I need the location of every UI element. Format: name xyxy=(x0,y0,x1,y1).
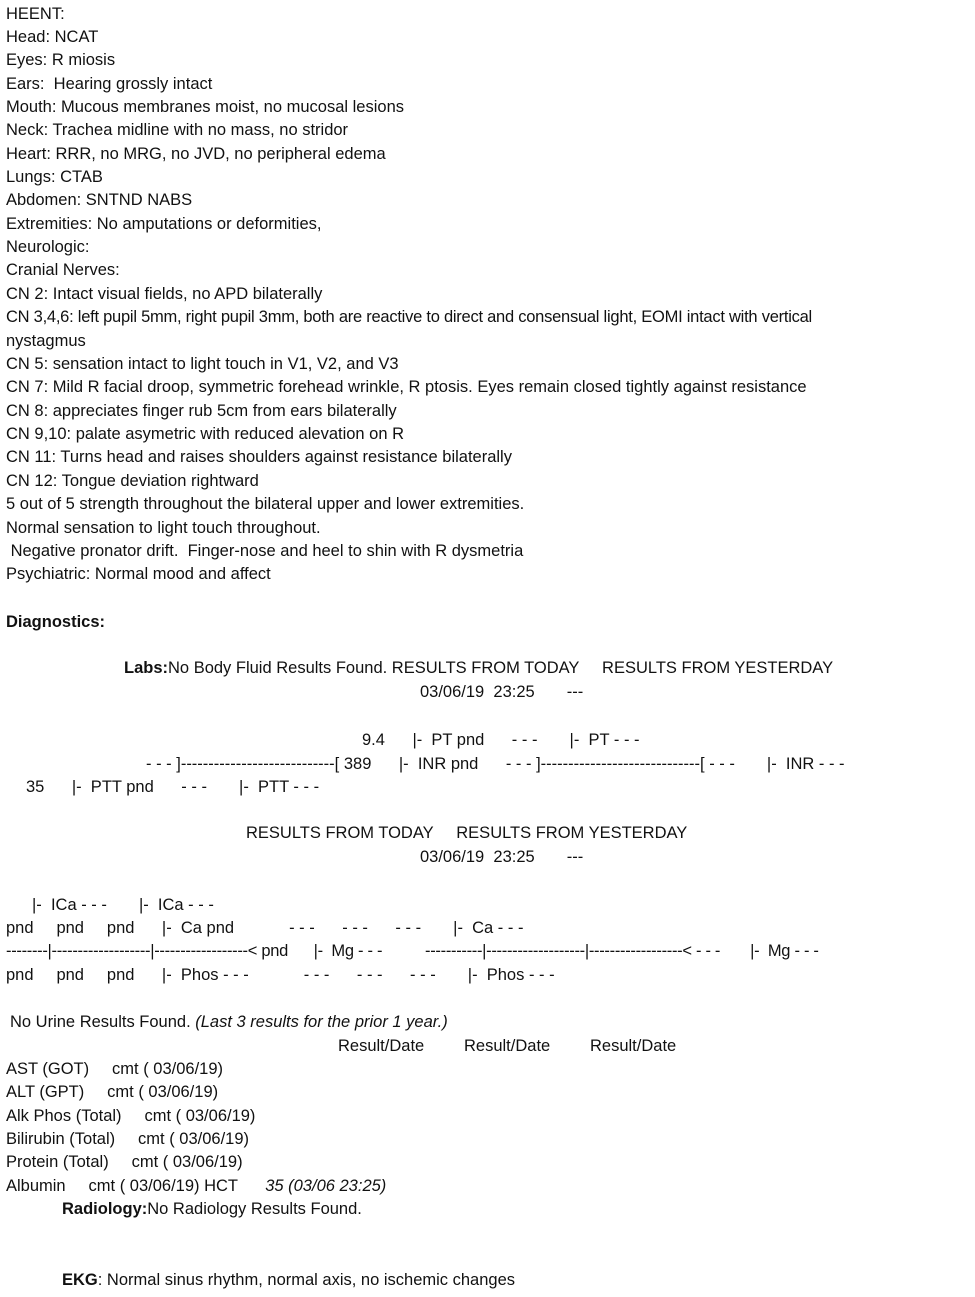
chem-line: |- ICa - - - |- ICa - - - xyxy=(32,896,214,914)
urine-note: (Last 3 results for the prior 1 year.) xyxy=(195,1013,448,1031)
exam-line: Neurologic: xyxy=(6,238,90,256)
radiology-line xyxy=(62,1199,362,1219)
lft-line: Bilirubin (Total) cmt ( 03/06/19) xyxy=(6,1130,250,1148)
exam-line: Ears: Hearing grossly intact xyxy=(6,75,213,93)
exam-line: Abdomen: SNTND NABS xyxy=(6,191,193,209)
exam-line: Extremities: No amputations or deformities, xyxy=(6,215,322,233)
albumin-text: Albumin cmt ( 03/06/19) HCT xyxy=(6,1177,266,1195)
labs-line xyxy=(124,658,833,678)
radiology-text: No Radiology Results Found. xyxy=(147,1200,362,1218)
radiology-label: Radiology: xyxy=(62,1200,148,1218)
exam-line: Psychiatric: Normal mood and affect xyxy=(6,565,271,583)
exam-line: Head: NCAT xyxy=(6,28,99,46)
chem-date: 03/06/19 23:25 --- xyxy=(420,848,584,866)
hct-value: 35 (03/06 23:25) xyxy=(265,1177,387,1195)
coag-line: 35 |- PTT pnd - - - |- PTT - - - xyxy=(26,778,320,796)
exam-line: Cranial Nerves: xyxy=(6,261,120,279)
exam-line: CN 7: Mild R facial droop, symmetric forehead wrinkle, R ptosis. Eyes remain closed tightly against resistance xyxy=(6,378,807,396)
exam-line: CN 2: Intact visual fields, no APD bilaterally xyxy=(6,285,323,303)
exam-line: CN 5: sensation intact to light touch in V1, V2, and V3 xyxy=(6,355,399,373)
exam-line: Mouth: Mucous membranes moist, no mucosal lesions xyxy=(6,98,404,116)
exam-line: CN 8: appreciates finger rub 5cm from ears bilaterally xyxy=(6,402,397,420)
exam-line: Negative pronator drift. Finger-nose and heel to shin with R dysmetria xyxy=(6,542,524,560)
lft-line: Alk Phos (Total) cmt ( 03/06/19) xyxy=(6,1107,256,1125)
exam-line: nystagmus xyxy=(6,332,86,350)
coag-line: - - - ]----------------------------[ 389 |- INR pnd - - - ]-----------------------------[ - - - |- INR - - - xyxy=(146,755,845,773)
exam-line: CN 12: Tongue deviation rightward xyxy=(6,472,259,490)
exam-line: HEENT: xyxy=(6,5,65,23)
chem-line: pnd pnd pnd |- Phos - - - - - - - - - - - - |- Phos - - - xyxy=(6,966,555,984)
result-header: Result/Date xyxy=(464,1037,551,1055)
ekg-text: : Normal sinus rhythm, normal axis, no ischemic changes xyxy=(97,1271,516,1289)
lft-line: Protein (Total) cmt ( 03/06/19) xyxy=(6,1153,243,1171)
chem-line: --------|-------------------|------------------< pnd |- Mg - - - -----------|-------------------|------------------< - - - |- Mg - - - xyxy=(6,942,819,960)
urine-text: No Urine Results Found. xyxy=(10,1013,196,1031)
exam-line: CN 11: Turns head and raises shoulders against resistance bilaterally xyxy=(6,448,512,466)
result-header: Result/Date xyxy=(338,1037,425,1055)
exam-line: Eyes: R miosis xyxy=(6,51,116,69)
labs-date: 03/06/19 23:25 --- xyxy=(420,683,584,701)
result-header: Result/Date xyxy=(590,1037,677,1055)
labs-label: Labs: xyxy=(124,659,169,677)
chem-line: pnd pnd pnd |- Ca pnd - - - - - - - - - |- Ca - - - xyxy=(6,919,524,937)
urine-line xyxy=(10,1012,448,1032)
diagnostics-heading: Diagnostics: xyxy=(6,613,106,631)
ekg-label: EKG xyxy=(62,1271,98,1289)
exam-line: Heart: RRR, no MRG, no JVD, no peripheral edema xyxy=(6,145,386,163)
exam-line: 5 out of 5 strength throughout the bilateral upper and lower extremities. xyxy=(6,495,525,513)
chem-header: RESULTS FROM TODAY RESULTS FROM YESTERDAY xyxy=(246,824,688,842)
exam-line: Normal sensation to light touch throughout. xyxy=(6,519,321,537)
exam-line: Neck: Trachea midline with no mass, no stridor xyxy=(6,121,349,139)
albumin-line xyxy=(6,1176,386,1196)
lft-line: AST (GOT) cmt ( 03/06/19) xyxy=(6,1060,223,1078)
exam-line: Lungs: CTAB xyxy=(6,168,103,186)
coag-line: 9.4 |- PT pnd - - - |- PT - - - xyxy=(362,731,640,749)
lft-line: ALT (GPT) cmt ( 03/06/19) xyxy=(6,1083,219,1101)
labs-text: No Body Fluid Results Found. RESULTS FROM TODAY RESULTS FROM YESTERDAY xyxy=(168,659,834,677)
exam-line: CN 9,10: palate asymetric with reduced alevation on R xyxy=(6,425,405,443)
ekg-line xyxy=(62,1270,515,1290)
exam-line: CN 3,4,6: left pupil 5mm, right pupil 3mm, both are reactive to direct and consensual light, EOMI intact with vertical xyxy=(6,308,812,326)
